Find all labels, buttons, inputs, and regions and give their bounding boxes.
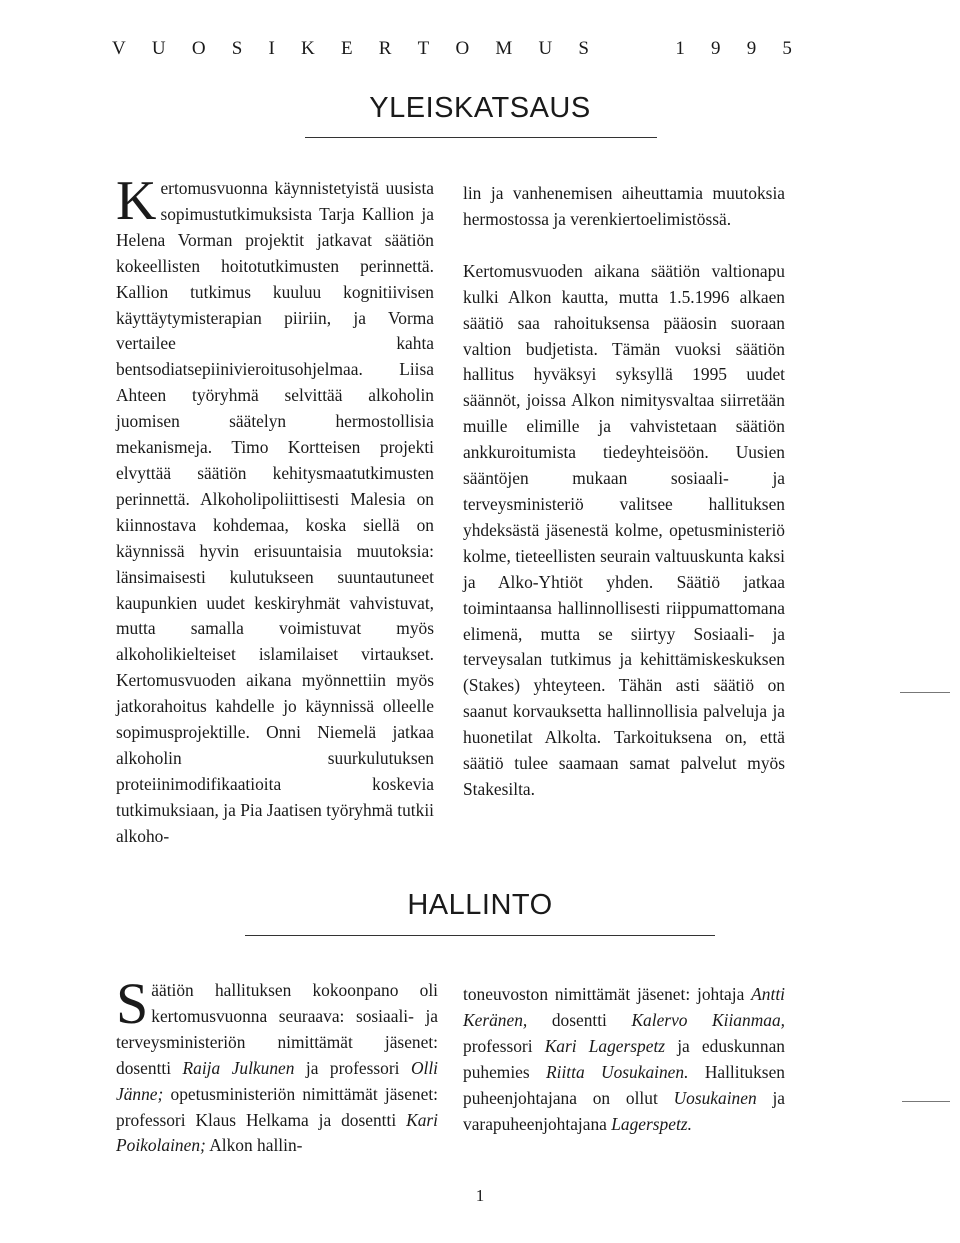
header-letter: U xyxy=(151,38,166,59)
header-year-digit: 5 xyxy=(782,38,792,59)
overview-right-paragraph-2: Kertomusvuoden aikana säätiön valtionapu kulki Alkon kautta, mutta 1.5.1996 alkaen säätiö saa rahoituksensa pääosin suoraan valtion budjetista. Tämän vuoksi säätiön hallitus hyväksyi syksyllä 1995 uudet säännöt, joissa Alkon nimitysvaltaa siirretään muille elimille ja vahvistetaan säätiön ankkuroitumista tiedeyhteisöön. Uusien sääntöjen mukaan sosiaali- ja terveysministeriö valitsee hallituksen yhdeksästä jäsenestä kolme, opetusministeriö kolme, tieteellisten seurain valtuuskunta kaksi ja Alko-Yhtiöt yhden. Säätiö jatkaa toimintaansa hallinnollisesti riippumattomana elimenä, mutta se siirtyy Sosiaali- ja terveysalan tutkimus ja kehittämiskeskuksen (Stakes) yhteyteen. Tähän asti säätiö on saanut korvauksetta hallinnollisia palveluja ja huonetilat Alkolta. Tarkoituksena on, että säätiö tulee saamaan samat palvelut myös Stakesilta. xyxy=(463,260,785,799)
overview-heading-rule xyxy=(305,137,657,138)
administration-dropcap: S xyxy=(116,971,149,1036)
member-name: Olli Jänne; xyxy=(116,1057,439,1104)
administration-left-column xyxy=(116,971,439,1159)
header-letter: K xyxy=(301,38,315,59)
administration-text: opetusministeriön nimittämät jäsenet: professori Klaus Helkama ja dosentti xyxy=(116,1083,438,1130)
member-name: Kari Lagerspetz xyxy=(544,1035,666,1056)
administration-text: ja eduskunnan puhemies xyxy=(463,1035,785,1082)
member-name: Antti Keränen, xyxy=(463,984,785,1030)
member-name: Kari Poikolainen; xyxy=(116,1109,438,1156)
header-year-digit: 9 xyxy=(711,38,721,59)
header-letter: I xyxy=(268,38,275,59)
overview-right-paragraph-1: lin ja vanhenemisen aiheuttamia muutoksia hermostossa ja verenkiertoelimistössä. xyxy=(463,183,785,229)
administration-heading: HALLINTO xyxy=(407,889,553,921)
header-letter: V xyxy=(112,38,126,59)
administration-text: ja professori xyxy=(294,1057,411,1078)
overview-left-paragraph xyxy=(116,170,434,850)
administration-text: äätiön hallituksen kokoonpano oli kertomusvuonna seuraava: sosiaali- ja terveysministeriön nimittämät jäsenet: dosentti xyxy=(116,980,438,1078)
header-letter: S xyxy=(231,38,243,59)
header-letter: R xyxy=(378,38,392,59)
administration-text: Alkon hallin- xyxy=(205,1135,303,1156)
running-header xyxy=(112,38,792,60)
scan-artifact xyxy=(902,1101,950,1102)
member-name: Uosukainen xyxy=(673,1087,757,1108)
administration-text: dosentti xyxy=(527,1009,632,1030)
header-letter: E xyxy=(340,38,353,59)
member-name: Lagerspetz. xyxy=(611,1113,692,1134)
overview-heading: YLEISKATSAUS xyxy=(369,92,591,124)
scan-artifact xyxy=(900,692,950,693)
overview-left-column xyxy=(116,170,434,850)
administration-text: Hallituksen puheenjohtajana on ollut xyxy=(463,1061,785,1108)
member-name: Raija Julkunen xyxy=(182,1057,295,1078)
overview-right-column xyxy=(463,181,785,803)
header-letter: S xyxy=(578,38,589,59)
overview-dropcap: K xyxy=(116,170,157,232)
header-letter: U xyxy=(538,38,553,59)
administration-right-column xyxy=(463,982,785,1137)
header-year-digit: 9 xyxy=(746,38,757,59)
header-spacer xyxy=(615,38,649,60)
overview-left-text: ertomusvuonna käynnistetyistä uusista sopimustutkimuksista Tarja Kallion ja Helena Vorman projektit jatkavat säätiön kokeellisten hoitotutkimusten perinnettä. Kallion tutkimus kuuluu kognitiivisen käyttäytymisterapian piiriin, ja Vorma vertailee kahta bentsodiatsepiinivieroitusohjelmaa. Liisa Ahteen työryhmä selvittää alkoholin juomisen säätelyn hermostollisia mekanismeja. Timo Kortteisen projekti elvyttää säätiön kehitysmaatutkimusten perinnettä. Alkoholipoliittisesti Malesia on kiinnostava kohdemaa, koska siellä on käynnissä hyvin erisuuntaisia muutoksia: länsimaisesti kulutukseen suuntautuneet kaupunkien uudet keskiryhmät vahvistuvat, mutta samalla voimistuvat myös alkoholikielteiset islamilaiset virtaukset. Kertomusvuoden aikana myönnettiin myös jatkorahoitus kahdelle jo käynnissä olleelle sopimusprojektille. Onni Niemelä jatkaa alkoholin suurkulutuksen proteiinimodifikaatioita koskevia tutkimuksiaan, ja Pia Jaatisen työryhmä tutkii alkoho- xyxy=(116,178,434,846)
member-name: Riitta Uosukainen. xyxy=(546,1061,689,1082)
page-number: 1 xyxy=(475,1186,485,1205)
administration-right-paragraph xyxy=(463,982,785,1137)
header-letter: O xyxy=(455,38,470,59)
header-letter: T xyxy=(417,38,430,59)
administration-text: ja varapuheenjohtajana xyxy=(463,1087,785,1134)
header-year-digit: 1 xyxy=(675,38,685,59)
administration-text: toneuvoston nimittämät jäsenet: johtaja xyxy=(463,984,752,1004)
administration-text: professori xyxy=(463,1035,545,1056)
administration-heading-rule xyxy=(245,935,715,936)
header-letter: O xyxy=(191,38,206,59)
administration-left-paragraph xyxy=(116,971,439,1159)
member-name: Kalervo Kiianmaa, xyxy=(631,1009,785,1030)
header-letter: M xyxy=(495,38,513,59)
